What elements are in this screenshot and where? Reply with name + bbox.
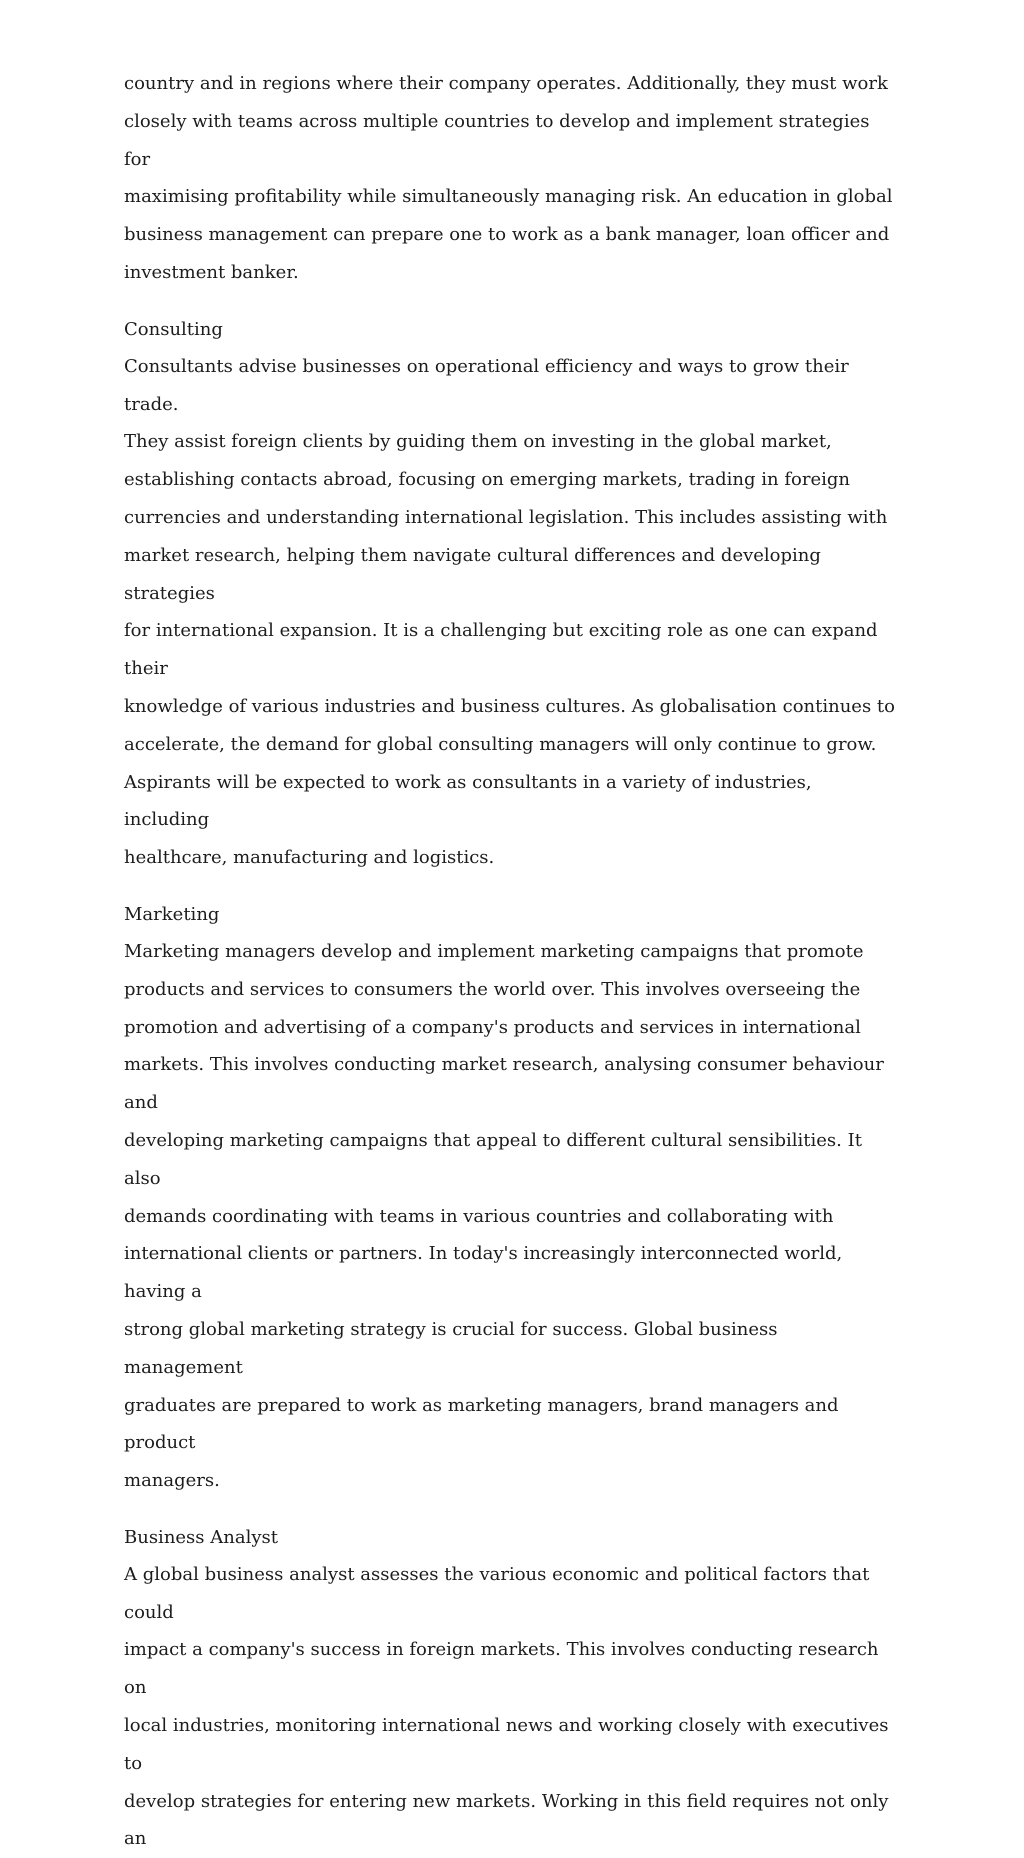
intro-line: country and in regions where their company operates. Additionally, they must work	[124, 73, 888, 94]
paragraph-line: healthcare, manufacturing and logistics.	[124, 847, 495, 869]
section-paragraph	[124, 933, 896, 1500]
intro-line: investment banker.	[124, 261, 299, 283]
document-page	[124, 65, 896, 1858]
paragraph-line: impact a company's success in foreign markets. This involves conducting research on	[124, 1639, 879, 1699]
section-heading: Business Analyst	[124, 1526, 278, 1548]
section-heading: Marketing	[124, 903, 220, 925]
intro-line: business management can prepare one to work as a bank manager, loan officer and	[124, 224, 890, 246]
paragraph-line: developing marketing campaigns that appeal to different cultural sensibilities. It also	[124, 1129, 862, 1189]
paragraph-line: products and services to consumers the world over. This involves overseeing the	[124, 978, 861, 1000]
paragraph-line: local industries, monitoring international news and working closely with executives to	[124, 1715, 889, 1774]
paragraph-line: Aspirants will be expected to work as consultants in a variety of industries, including	[124, 771, 812, 831]
section-business-analyst	[124, 1520, 896, 1858]
paragraph-line: develop strategies for entering new markets. Working in this field requires not only an	[124, 1790, 889, 1850]
section-paragraph	[124, 1556, 896, 1858]
paragraph-line: Consultants advise businesses on operational efficiency and ways to grow their trade.	[124, 355, 849, 415]
paragraph-line: knowledge of various industries and business cultures. As globalisation continues to	[124, 695, 895, 717]
paragraph-line: managers.	[124, 1470, 220, 1492]
paragraph-line: for international expansion. It is a challenging but exciting role as one can expand their	[124, 620, 878, 680]
intro-paragraph	[124, 65, 896, 292]
paragraph-line: markets. This involves conducting market research, analysing consumer behaviour and	[124, 1054, 884, 1114]
paragraph-line: A global business analyst assesses the various economic and political factors that could	[124, 1563, 870, 1623]
paragraph-line: establishing contacts abroad, focusing on emerging markets, trading in foreign	[124, 469, 850, 491]
paragraph-line: demands coordinating with teams in various countries and collaborating with	[124, 1205, 834, 1227]
section-paragraph	[124, 348, 896, 877]
paragraph-line: promotion and advertising of a company's products and services in international	[124, 1016, 861, 1038]
paragraph-line: accelerate, the demand for global consulting managers will only continue to grow.	[124, 733, 877, 755]
paragraph-line: Marketing managers develop and implement marketing campaigns that promote	[124, 940, 864, 962]
paragraph-line: graduates are prepared to work as marketing managers, brand managers and product	[124, 1394, 839, 1454]
paragraph-line: international clients or partners. In today's increasingly interconnected world, having a	[124, 1243, 843, 1303]
paragraph-line: They assist foreign clients by guiding them on investing in the global market,	[124, 431, 832, 453]
paragraph-line: currencies and understanding international legislation. This includes assisting with	[124, 506, 888, 528]
section-marketing	[124, 897, 896, 1500]
section-heading: Consulting	[124, 318, 223, 340]
sections-container	[124, 312, 896, 1858]
paragraph-line: strong global marketing strategy is crucial for success. Global business management	[124, 1318, 778, 1378]
intro-line: maximising profitability while simultaneously managing risk. An education in global	[124, 186, 893, 208]
intro-line: closely with teams across multiple countries to develop and implement strategies for	[124, 110, 870, 170]
section-consulting	[124, 312, 896, 877]
paragraph-line: market research, helping them navigate cultural differences and developing strategies	[124, 544, 821, 604]
